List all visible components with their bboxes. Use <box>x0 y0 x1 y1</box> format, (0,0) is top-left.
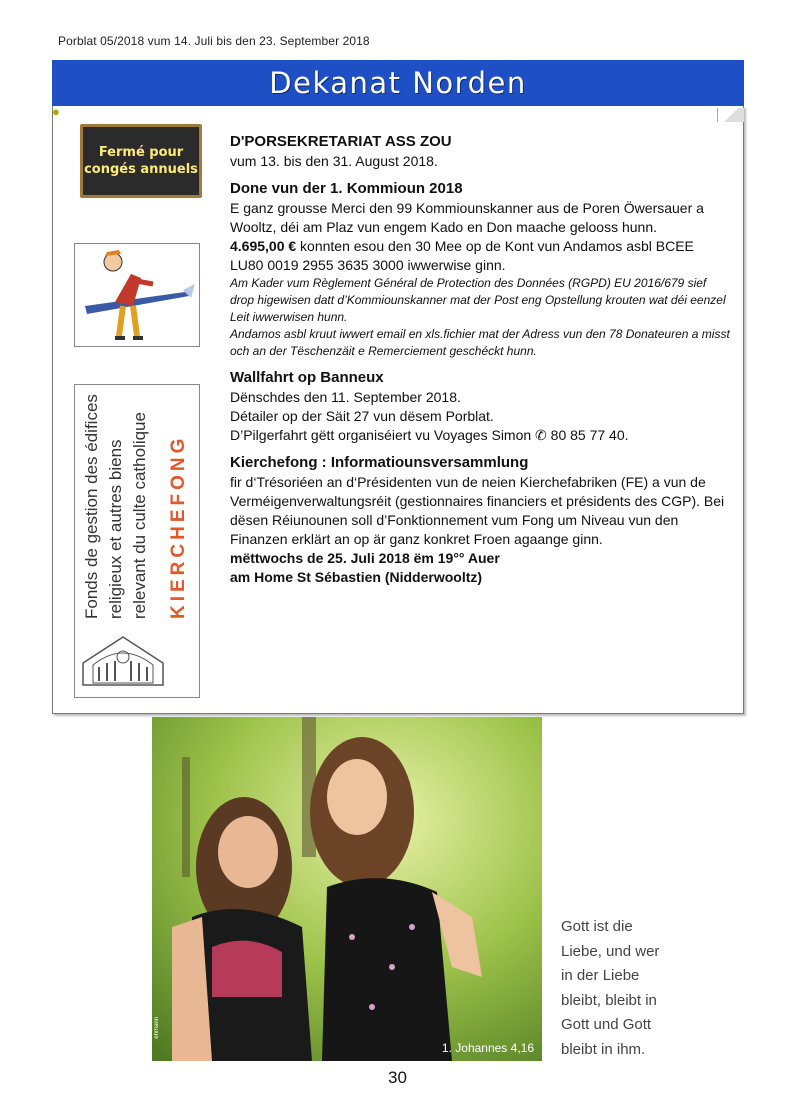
section-banner <box>52 60 744 106</box>
kierchefong-heading: Kierchefong : Informatiounsversammlung <box>230 454 529 471</box>
article-content <box>230 132 730 587</box>
meeting-date: mëttwochs de 25. Juli 2018 ëm 19°° Auer <box>230 550 500 566</box>
wallfahrt-organizer <box>230 426 730 445</box>
phone-number: 80 85 77 40. <box>546 427 629 443</box>
quote-line: bleibt, bleibt in <box>561 991 657 1009</box>
quote-line: Liebe, und wer <box>561 942 660 960</box>
kommioun-heading: Done vun der 1. Kommioun 2018 <box>230 180 463 197</box>
wallfahrt-details: Détailer op der Säit 27 vun dësem Porblat. <box>230 408 494 424</box>
kommioun-donation-paragraph <box>230 237 730 275</box>
page-number: 30 <box>388 1068 407 1087</box>
quote-line: Gott ist die <box>561 918 633 935</box>
banner-title: Dekanat Norden <box>269 66 527 100</box>
wallfahrt-date: Dënschdes den 11. September 2018. <box>230 389 461 405</box>
wallfahrt-heading: Wallfahrt op Banneux <box>230 369 384 386</box>
meeting-place: am Home St Sébastien (Nidderwooltz) <box>230 569 483 585</box>
closed-sign-image <box>80 124 202 198</box>
bible-reference: 1. Johannes 4,16 <box>441 1041 534 1055</box>
cartoon-illustration <box>75 244 199 346</box>
photo-illustration <box>152 717 542 1061</box>
kommioun-text: E ganz grousse Merci den 99 Kommiounskanner aus de Poren Öwersauer a Wooltz, déi am Plaz vun engem Kado en Don maache gelooss hunn. <box>230 200 704 235</box>
secretariat-text: vum 13. bis den 31. August 2018. <box>230 153 438 169</box>
bible-quote <box>561 915 659 1062</box>
quote-line: Gott und Gott <box>561 1016 652 1033</box>
phone-icon: ✆ <box>535 427 547 443</box>
donation-text: konnten esou den 30 Mee op de Kont vun Andamos asbl BCEE LU80 0019 2955 3635 3000 iwwerwise ginn. <box>230 238 694 273</box>
kierchefong-line2: religieux et autres biens <box>106 439 125 619</box>
page-curl-decoration <box>717 108 744 122</box>
girls-photo <box>152 717 542 1061</box>
church-window-icon <box>79 633 167 689</box>
kierchefong-wordmark: KIERCHEFONG <box>168 434 189 619</box>
kierchefong-line1: Fonds de gestion des édifices <box>82 394 101 619</box>
closed-sign-line2: congés annuels <box>84 162 198 177</box>
closed-sign-line1: Fermé pour <box>98 145 184 160</box>
kierchefong-text: fir d‘Trésoriéen an d‘Présidenten vun de neien Kierchefabriken (FE) a vun de Verméigenverwaltungsréit (gestionnaires financiers et présidents des CGP). Bei dësen Réiunounen soll d’Fonktionnement vum Fong um Niveau vun den Finanzen erklärt an op är ganz konkret Froen agaange ginn. <box>230 474 725 547</box>
kierchefong-logo-box <box>74 384 200 698</box>
cartoon-image <box>74 243 200 347</box>
donation-amount: 4.695,00 € <box>230 238 297 254</box>
rgpd-note: Am Kader vum Règlement Général de Protection des Données (RGPD) EU 2016/679 sief drop higewisen datt d’Kommiounskanner mat der Post eng Opstellung krouten wat déi eenzel Leit iwwerwisen hunn. <box>230 276 726 324</box>
organizer-text: D’Pilgerfahrt gëtt organiséiert vu Voyages Simon <box>230 427 536 443</box>
andamos-note: Andamos asbl kruut iwwert email en xls.fichier mat der Adress vun den 78 Donateuren a misst och an der Tëschenzäit e Remerciement geschéckt hunn. <box>230 327 730 358</box>
secretariat-heading: D'PORSEKRETARIAT ASS ZOU <box>230 133 452 150</box>
running-header: Porblat 05/2018 vum 14. Juli bis den 23. September 2018 <box>58 34 370 48</box>
quote-line: bleibt in ihm. <box>561 1040 646 1058</box>
pin-icon: ● <box>52 104 60 119</box>
photo-credit: ehmann <box>154 1017 160 1039</box>
kierchefong-line3: relevant du culte catholique <box>130 412 149 619</box>
quote-line: in der Liebe <box>561 967 640 984</box>
